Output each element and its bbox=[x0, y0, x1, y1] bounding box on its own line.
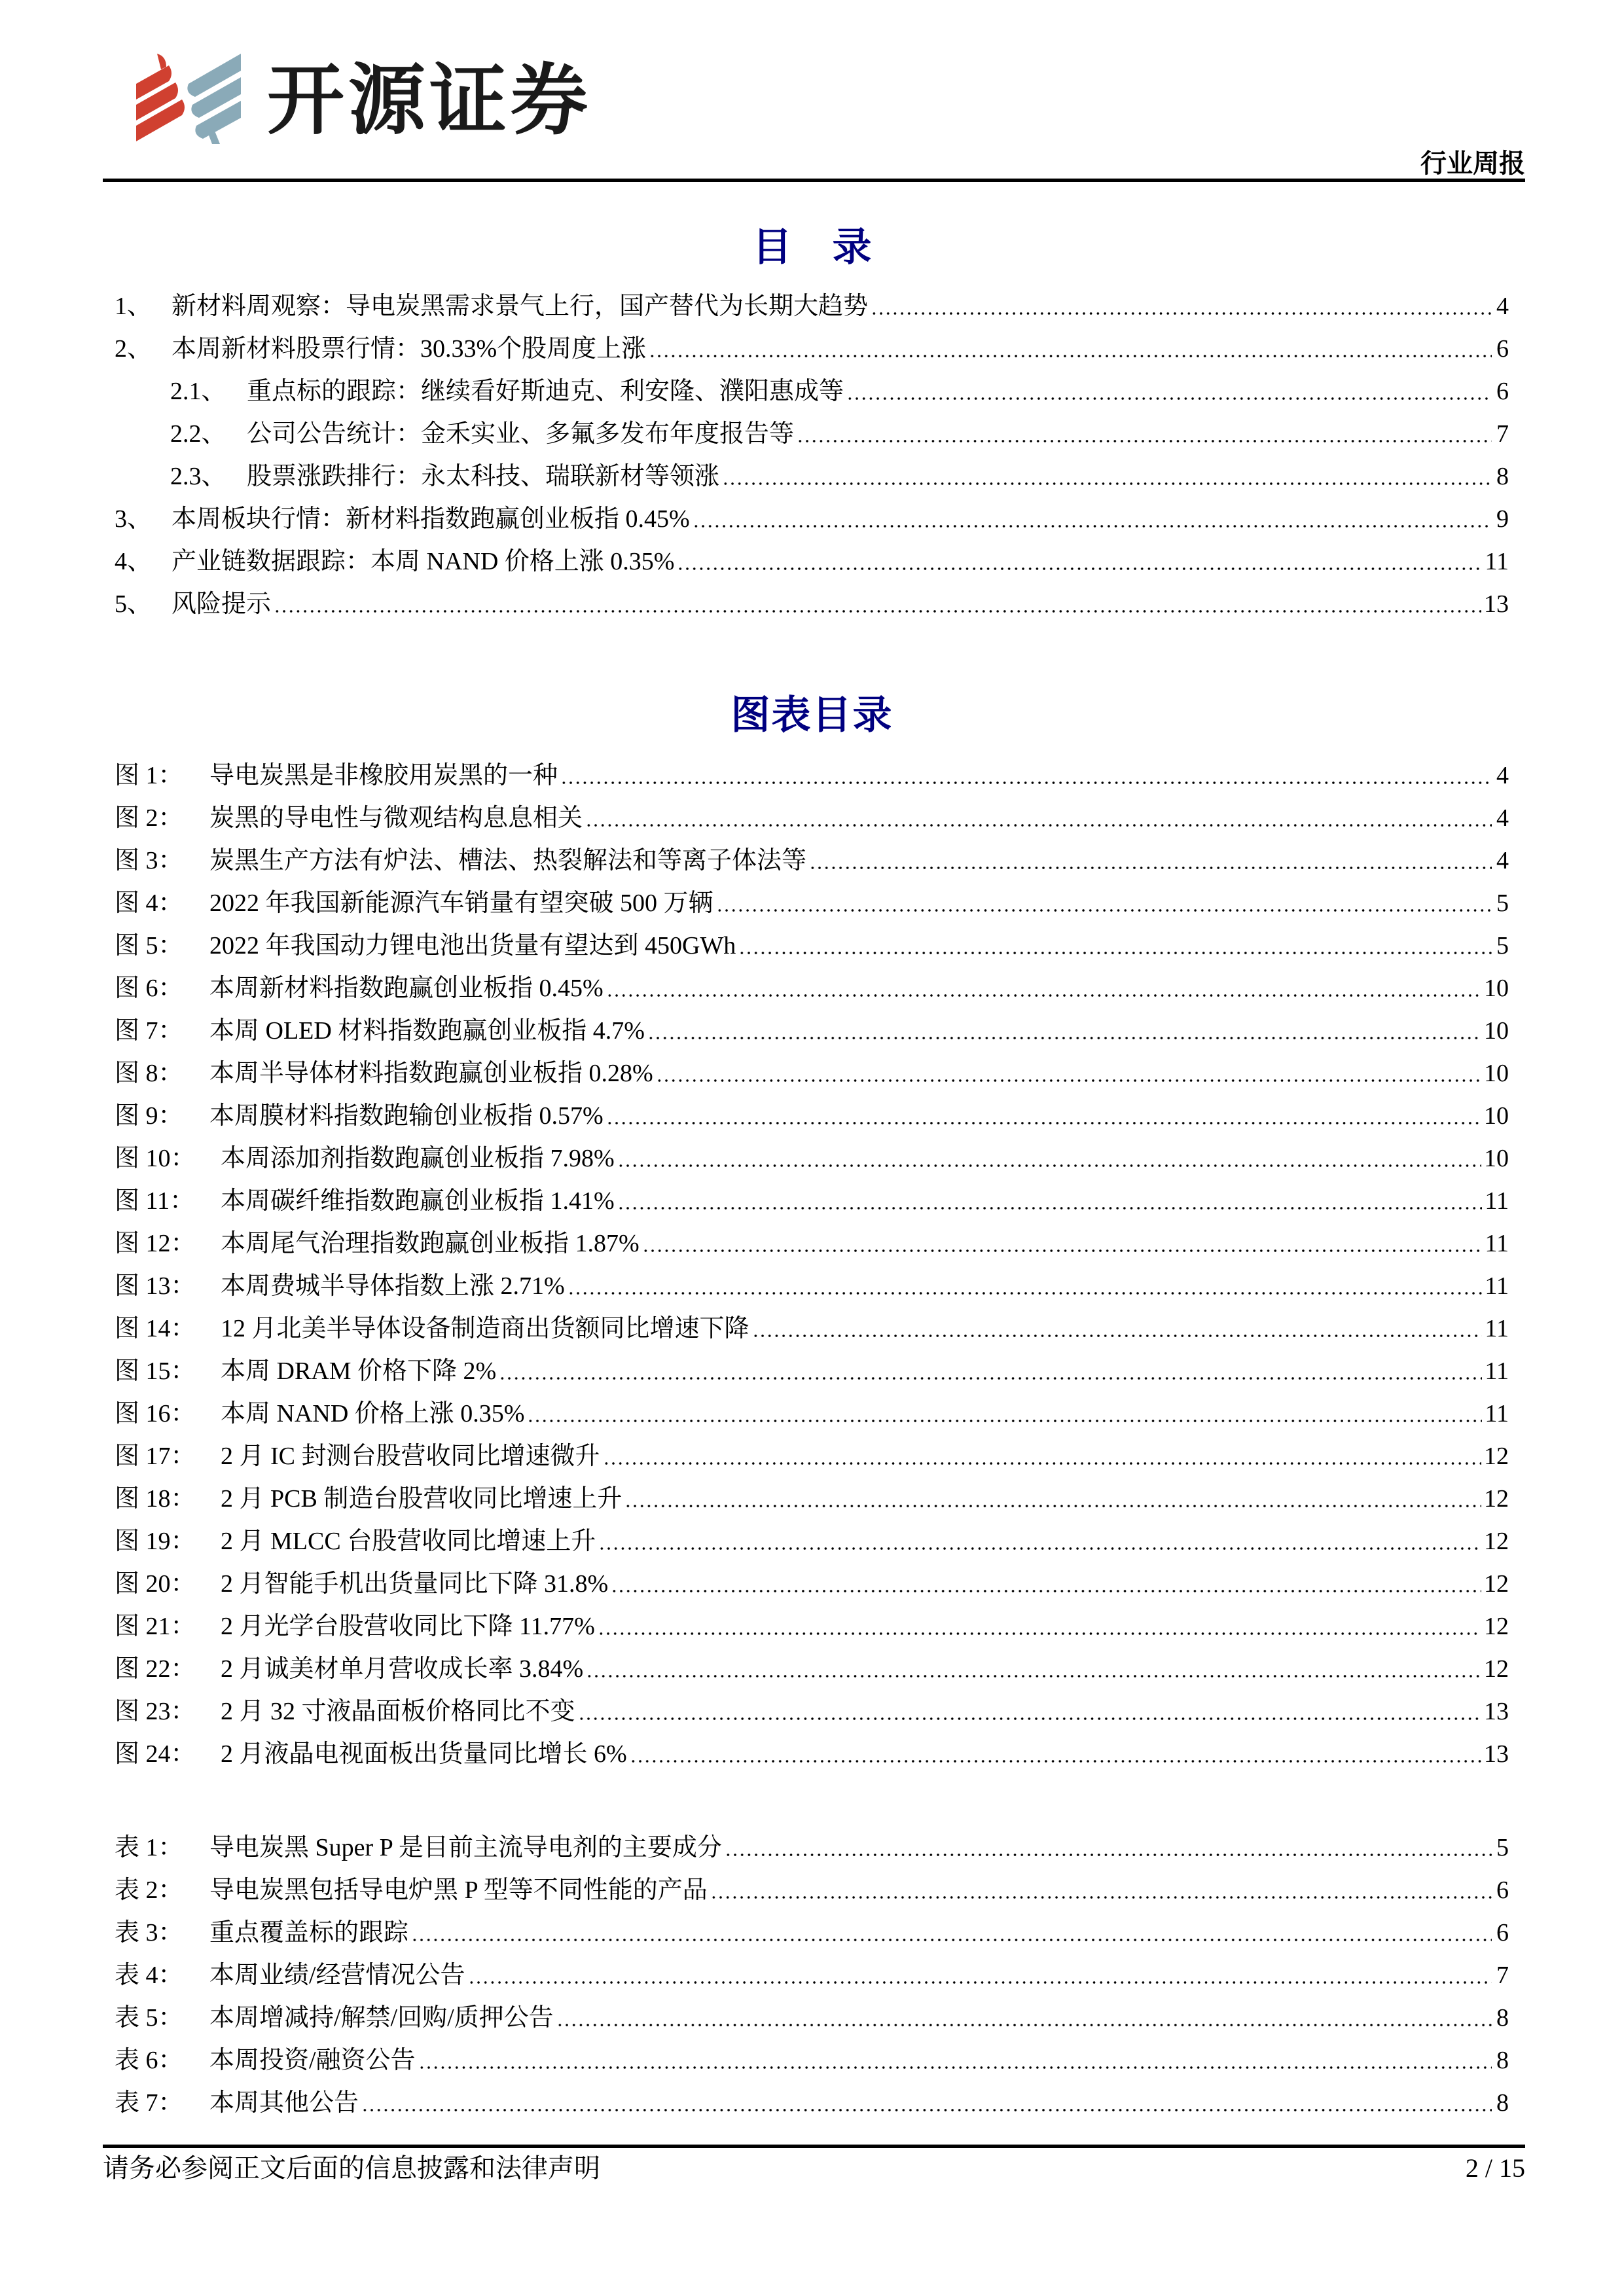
figure-entry-number: 图 18： bbox=[115, 1485, 196, 1513]
table-entry-number: 表 3： bbox=[115, 1919, 183, 1946]
dot-leader bbox=[585, 823, 1492, 827]
dot-leader bbox=[606, 994, 1481, 997]
figure-entry[interactable] bbox=[115, 967, 1509, 1004]
dot-leader bbox=[722, 482, 1492, 486]
figure-entry-text: 本周碳纤维指数跑赢创业板指 1.41% bbox=[221, 1187, 615, 1215]
dot-leader bbox=[527, 1419, 1482, 1423]
figure-entry-text: 2 月光学台股营收同比下降 11.77% bbox=[221, 1613, 595, 1640]
table-entry-page: 7 bbox=[1496, 1962, 1509, 1989]
figure-entry-text: 2 月 IC 封测台股营收同比增速微升 bbox=[221, 1443, 600, 1470]
table-entry-number: 表 4： bbox=[115, 1962, 183, 1989]
toc-entry-number: 4、 bbox=[115, 548, 153, 575]
figure-entry[interactable] bbox=[115, 755, 1509, 791]
figure-entry-text: 2 月智能手机出货量同比下降 31.8% bbox=[221, 1570, 609, 1598]
figure-entry-text: 本周膜材料指数跑输创业板指 0.57% bbox=[209, 1102, 604, 1130]
dot-leader bbox=[606, 1121, 1481, 1125]
figure-entry-number: 图 22： bbox=[115, 1655, 196, 1683]
figure-entry-page: 10 bbox=[1484, 1017, 1509, 1045]
dot-leader bbox=[598, 1632, 1481, 1636]
figure-entry-number: 图 7： bbox=[115, 1017, 183, 1045]
figure-entry-page: 13 bbox=[1484, 1740, 1509, 1768]
figure-entry[interactable] bbox=[115, 1010, 1509, 1047]
dot-leader bbox=[418, 2066, 1492, 2070]
figure-entry-text: 2 月诚美材单月营收成长率 3.84% bbox=[221, 1655, 584, 1683]
disclaimer-note: 请务必参阅正文后面的信息披露和法律声明 bbox=[103, 2153, 600, 2183]
toc-entry-page: 13 bbox=[1484, 590, 1509, 618]
figure-entry-number: 图 19： bbox=[115, 1528, 196, 1555]
dot-leader bbox=[468, 1981, 1492, 1984]
figure-entry[interactable] bbox=[115, 1563, 1509, 1600]
dot-leader bbox=[710, 1895, 1492, 1899]
table-entry[interactable] bbox=[115, 2039, 1509, 2076]
toc-entry[interactable] bbox=[170, 370, 1509, 407]
figure-entry-number: 图 13： bbox=[115, 1272, 196, 1300]
figure-entry[interactable] bbox=[115, 1223, 1509, 1259]
figure-entry-text: 炭黑生产方法有炉法、槽法、热裂解法和等离子体法等 bbox=[209, 847, 807, 874]
dot-leader bbox=[871, 312, 1492, 315]
toc-title: 目录 bbox=[752, 224, 912, 270]
company-logo-mark-icon bbox=[136, 52, 244, 144]
figure-entry[interactable] bbox=[115, 1180, 1509, 1217]
dot-leader bbox=[603, 1462, 1481, 1465]
figure-entry-page: 11 bbox=[1485, 1187, 1509, 1215]
dot-leader bbox=[411, 1938, 1492, 1942]
table-entry[interactable] bbox=[115, 1954, 1509, 1991]
header-divider bbox=[103, 178, 1525, 182]
figure-entry[interactable] bbox=[115, 1052, 1509, 1089]
figure-entry-number: 图 20： bbox=[115, 1570, 196, 1598]
dot-leader bbox=[752, 1334, 1483, 1338]
figure-entry-number: 图 12： bbox=[115, 1230, 196, 1257]
figure-entry-number: 图 15： bbox=[115, 1357, 196, 1385]
dot-leader bbox=[797, 439, 1492, 443]
toc-entry[interactable] bbox=[115, 541, 1509, 577]
page-number: 2 / 15 bbox=[1465, 2153, 1525, 2183]
dot-leader bbox=[693, 524, 1492, 528]
figure-entry-page: 5 bbox=[1496, 932, 1509, 960]
figure-entry-text: 2 月 MLCC 台股营收同比增速上升 bbox=[221, 1528, 596, 1555]
figure-entry[interactable] bbox=[115, 1691, 1509, 1727]
figure-entry-page: 4 bbox=[1496, 847, 1509, 874]
toc-entry-number: 1、 bbox=[115, 293, 153, 320]
toc-entry-text: 新材料周观察：导电炭黑需求景气上行，国产替代为长期大趋势 bbox=[171, 293, 869, 320]
toc-entry[interactable] bbox=[115, 328, 1509, 365]
figure-entry-page: 13 bbox=[1484, 1698, 1509, 1725]
toc-entry[interactable] bbox=[115, 285, 1509, 322]
figure-entry[interactable] bbox=[115, 1138, 1509, 1174]
report-type-label: 行业周报 bbox=[1420, 149, 1525, 178]
figure-entry-text: 本周尾气治理指数跑赢创业板指 1.87% bbox=[221, 1230, 640, 1257]
dot-leader bbox=[846, 397, 1492, 401]
figure-entry[interactable] bbox=[115, 1478, 1509, 1515]
figure-entry-text: 2 月 PCB 制造台股营收同比增速上升 bbox=[221, 1485, 623, 1513]
table-entry-text: 导电炭黑包括导电炉黑 P 型等不同性能的产品 bbox=[209, 1876, 708, 1904]
figure-entry[interactable] bbox=[115, 797, 1509, 834]
figure-entry-number: 图 6： bbox=[115, 975, 183, 1002]
figure-entry-page: 10 bbox=[1484, 1060, 1509, 1087]
table-entry-page: 6 bbox=[1496, 1919, 1509, 1946]
dot-leader bbox=[556, 2023, 1492, 2027]
table-entry-page: 8 bbox=[1496, 2047, 1509, 2074]
figure-entry[interactable] bbox=[115, 1350, 1509, 1387]
table-entry[interactable] bbox=[115, 1869, 1509, 1906]
table-entry-page: 8 bbox=[1496, 2089, 1509, 2117]
figure-entry-number: 图 8： bbox=[115, 1060, 183, 1087]
toc-entry-number: 2.2、 bbox=[170, 420, 226, 448]
figure-entry-number: 图 17： bbox=[115, 1443, 196, 1470]
table-entry[interactable] bbox=[115, 2082, 1509, 2119]
figure-entry-number: 图 3： bbox=[115, 847, 183, 874]
toc-entry-text: 本周板块行情：新材料指数跑赢创业板指 0.45% bbox=[171, 505, 690, 533]
figure-entry[interactable] bbox=[115, 882, 1509, 919]
toc-entry-page: 9 bbox=[1496, 505, 1509, 533]
figure-entry[interactable] bbox=[115, 1520, 1509, 1557]
toc-entry-number: 2.1、 bbox=[170, 378, 226, 405]
figure-entry-page: 12 bbox=[1484, 1570, 1509, 1598]
figure-entry-number: 图 14： bbox=[115, 1315, 196, 1342]
figure-entry-number: 图 4： bbox=[115, 889, 183, 917]
figure-entry-text: 本周 NAND 价格上涨 0.35% bbox=[221, 1400, 525, 1427]
figure-entry-text: 2022 年我国新能源汽车销量有望突破 500 万辆 bbox=[209, 889, 713, 917]
toc-entry-page: 7 bbox=[1496, 420, 1509, 448]
figure-entry[interactable] bbox=[115, 1265, 1509, 1302]
toc-entry-text: 重点标的跟踪：继续看好斯迪克、利安隆、濮阳惠成等 bbox=[247, 378, 844, 405]
table-entry-number: 表 1： bbox=[115, 1834, 183, 1861]
figure-entry-page: 12 bbox=[1484, 1528, 1509, 1555]
figure-entry-page: 12 bbox=[1484, 1613, 1509, 1640]
figure-entry-page: 11 bbox=[1485, 1230, 1509, 1257]
figure-entry[interactable] bbox=[115, 925, 1509, 961]
table-entry-text: 本周投资/融资公告 bbox=[209, 2047, 416, 2074]
table-entry-text: 导电炭黑 Super P 是目前主流导电剂的主要成分 bbox=[209, 1834, 722, 1861]
dot-leader bbox=[725, 1853, 1492, 1857]
table-entry-number: 表 7： bbox=[115, 2089, 183, 2117]
table-entry-page: 5 bbox=[1496, 1834, 1509, 1861]
table-entry-text: 重点覆盖标的跟踪 bbox=[209, 1919, 409, 1946]
dot-leader bbox=[274, 609, 1481, 613]
figure-entry-number: 图 1： bbox=[115, 762, 183, 789]
figure-entry-text: 炭黑的导电性与微观结构息息相关 bbox=[209, 804, 583, 832]
table-entry-number: 表 5： bbox=[115, 2004, 183, 2032]
dot-leader bbox=[630, 1759, 1481, 1763]
dot-leader bbox=[617, 1164, 1481, 1168]
figure-entry-text: 本周半导体材料指数跑赢创业板指 0.28% bbox=[209, 1060, 653, 1087]
figure-entry[interactable] bbox=[115, 1308, 1509, 1344]
toc-entry[interactable] bbox=[170, 413, 1509, 450]
toc-entry-number: 5、 bbox=[115, 590, 153, 618]
figure-entry[interactable] bbox=[115, 1435, 1509, 1472]
figure-entry-number: 图 10： bbox=[115, 1145, 196, 1172]
toc-entry-number: 3、 bbox=[115, 505, 153, 533]
toc-entry-text: 股票涨跌排行：永太科技、瑞联新材等领涨 bbox=[247, 463, 720, 490]
figure-entry-page: 10 bbox=[1484, 975, 1509, 1002]
figure-entry-page: 11 bbox=[1485, 1272, 1509, 1300]
table-entry-page: 8 bbox=[1496, 2004, 1509, 2032]
figure-entry-page: 11 bbox=[1485, 1357, 1509, 1385]
figure-list-title: 图表目录 bbox=[731, 692, 893, 738]
dot-leader bbox=[578, 1717, 1481, 1721]
figure-entry-text: 本周费城半导体指数上涨 2.71% bbox=[221, 1272, 565, 1300]
toc-entry-page: 6 bbox=[1496, 378, 1509, 405]
dot-leader bbox=[568, 1291, 1483, 1295]
figure-entry-text: 导电炭黑是非橡胶用炭黑的一种 bbox=[209, 762, 558, 789]
toc-entry[interactable] bbox=[115, 498, 1509, 535]
toc-entry-text: 产业链数据跟踪：本周 NAND 价格上涨 0.35% bbox=[171, 548, 675, 575]
figure-entry-text: 12 月北美半导体设备制造商出货额同比增速下降 bbox=[221, 1315, 749, 1342]
figure-entry-text: 本周添加剂指数跑赢创业板指 7.98% bbox=[221, 1145, 615, 1172]
table-entry-text: 本周业绩/经营情况公告 bbox=[209, 1962, 465, 1989]
dot-leader bbox=[560, 781, 1492, 785]
toc-entry-number: 2、 bbox=[115, 335, 153, 363]
toc-entry[interactable] bbox=[115, 583, 1509, 620]
figure-entry-text: 2022 年我国动力锂电池出货量有望达到 450GWh bbox=[209, 932, 736, 960]
figure-entry-page: 12 bbox=[1484, 1485, 1509, 1513]
dot-leader bbox=[647, 1036, 1481, 1040]
toc-entry-text: 公司公告统计：金禾实业、多氟多发布年度报告等 bbox=[247, 420, 795, 448]
figure-entry-number: 图 16： bbox=[115, 1400, 196, 1427]
figure-entry-number: 图 2： bbox=[115, 804, 183, 832]
table-entry-number: 表 6： bbox=[115, 2047, 183, 2074]
figure-entry-number: 图 11： bbox=[115, 1187, 195, 1215]
toc-entry-page: 8 bbox=[1496, 463, 1509, 490]
figure-entry-number: 图 23： bbox=[115, 1698, 196, 1725]
footer-divider bbox=[103, 2144, 1525, 2148]
dot-leader bbox=[617, 1206, 1483, 1210]
table-entry-text: 本周其他公告 bbox=[209, 2089, 359, 2117]
dot-leader bbox=[809, 866, 1492, 870]
figure-entry-page: 11 bbox=[1485, 1315, 1509, 1342]
figure-entry[interactable] bbox=[115, 1095, 1509, 1132]
figure-entry-text: 本周 OLED 材料指数跑赢创业板指 4.7% bbox=[209, 1017, 645, 1045]
table-entry[interactable] bbox=[115, 1827, 1509, 1863]
company-logo-text: 开源证券 bbox=[267, 55, 592, 145]
figure-entry-page: 11 bbox=[1485, 1400, 1509, 1427]
toc-entry-page: 4 bbox=[1496, 293, 1509, 320]
figure-entry-text: 本周 DRAM 价格下降 2% bbox=[221, 1357, 497, 1385]
table-entry[interactable] bbox=[115, 1912, 1509, 1948]
dot-leader bbox=[649, 354, 1492, 358]
dot-leader bbox=[642, 1249, 1483, 1253]
dot-leader bbox=[586, 1674, 1481, 1678]
figure-entry[interactable] bbox=[115, 1605, 1509, 1642]
figure-entry[interactable] bbox=[115, 1393, 1509, 1429]
figure-entry-text: 2 月 32 寸液晶面板价格同比不变 bbox=[221, 1698, 575, 1725]
dot-leader bbox=[738, 951, 1492, 955]
dot-leader bbox=[716, 908, 1492, 912]
figure-entry[interactable] bbox=[115, 1648, 1509, 1685]
dot-leader bbox=[677, 567, 1482, 571]
figure-entry-text: 本周新材料指数跑赢创业板指 0.45% bbox=[209, 975, 604, 1002]
figure-entry-page: 4 bbox=[1496, 804, 1509, 832]
figure-entry-number: 图 5： bbox=[115, 932, 183, 960]
table-entry-text: 本周增减持/解禁/回购/质押公告 bbox=[209, 2004, 554, 2032]
dot-leader bbox=[361, 2108, 1492, 2112]
dot-leader bbox=[499, 1376, 1482, 1380]
figure-entry-number: 图 21： bbox=[115, 1613, 196, 1640]
dot-leader bbox=[611, 1589, 1481, 1593]
toc-entry-text: 本周新材料股票行情：30.33%个股周度上涨 bbox=[171, 335, 647, 363]
figure-entry-number: 图 9： bbox=[115, 1102, 183, 1130]
toc-entry-page: 11 bbox=[1485, 548, 1509, 575]
toc-entry-text: 风险提示 bbox=[171, 590, 272, 618]
table-entry-number: 表 2： bbox=[115, 1876, 183, 1904]
figure-entry-text: 2 月液晶电视面板出货量同比增长 6% bbox=[221, 1740, 627, 1768]
toc-entry-page: 6 bbox=[1496, 335, 1509, 363]
figure-entry[interactable] bbox=[115, 1733, 1509, 1770]
figure-entry-page: 10 bbox=[1484, 1145, 1509, 1172]
figure-entry-page: 12 bbox=[1484, 1655, 1509, 1683]
figure-entry-page: 12 bbox=[1484, 1443, 1509, 1470]
dot-leader bbox=[656, 1079, 1481, 1083]
dot-leader bbox=[598, 1547, 1481, 1551]
dot-leader bbox=[624, 1504, 1481, 1508]
figure-entry[interactable] bbox=[115, 840, 1509, 876]
figure-entry-page: 5 bbox=[1496, 889, 1509, 917]
table-entry-page: 6 bbox=[1496, 1876, 1509, 1904]
table-entry[interactable] bbox=[115, 1997, 1509, 2034]
toc-entry-number: 2.3、 bbox=[170, 463, 226, 490]
figure-entry-number: 图 24： bbox=[115, 1740, 196, 1768]
figure-entry-page: 4 bbox=[1496, 762, 1509, 789]
toc-entry[interactable] bbox=[170, 456, 1509, 492]
figure-entry-page: 10 bbox=[1484, 1102, 1509, 1130]
